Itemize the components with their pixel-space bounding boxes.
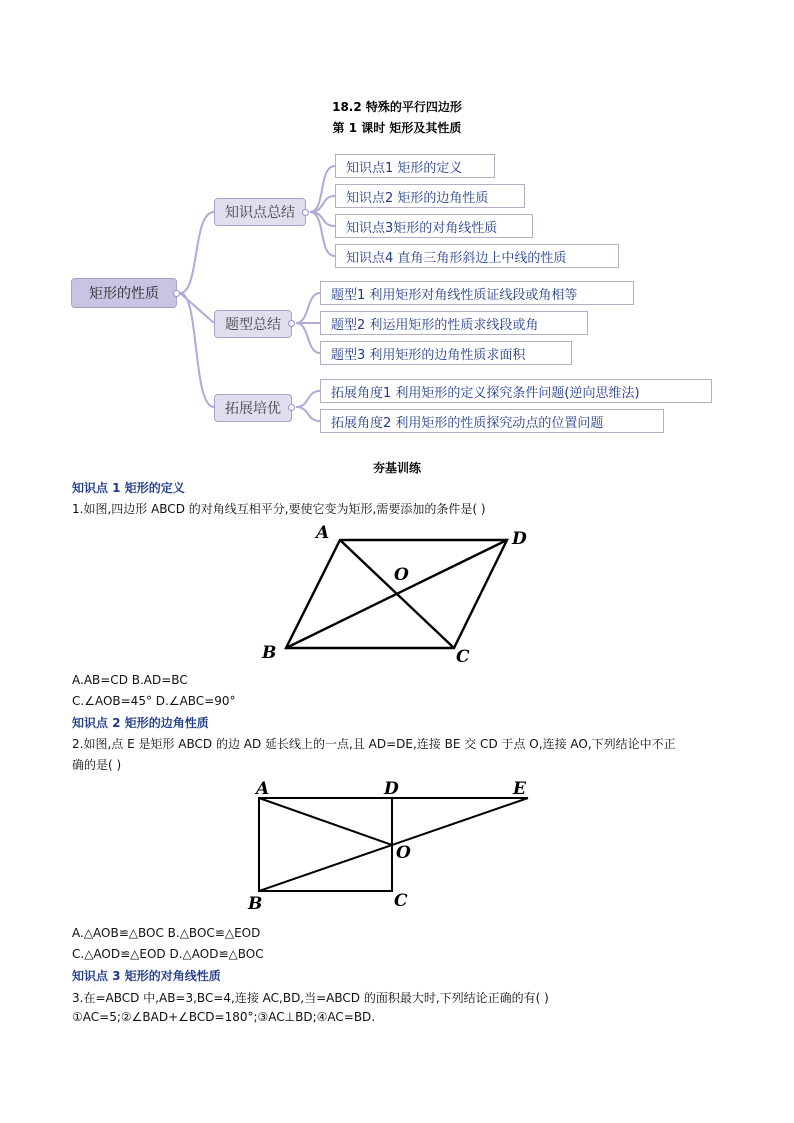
branch-extension[interactable]: 拓展培优 [214,394,292,422]
leaf-extension-1[interactable]: 拓展角度1 利用矩形的定义探究条件问题(逆向思维法) [320,379,712,403]
label-a: A [256,779,270,799]
label-o: O [394,565,409,585]
mindmap-root[interactable]: 矩形的性质 [71,278,177,308]
label-b: B [248,894,263,914]
label-b: B [262,643,277,663]
page-title: 18.2 特殊的平行四边形 [332,100,462,114]
question-2-line-1: 2.如图,点 E 是矩形 ABCD 的边 AD 延长线上的一点,且 AD=DE,连接 BE 交 CD 于点 O,连接 AO,下列结论中不正 [72,737,676,751]
options-1-row-2: C.∠AOB=45° D.∠ABC=90° [72,694,236,708]
rectangle-abcd [259,798,392,891]
question-2-line-2: 确的是( ) [72,758,122,772]
question-3: 3.在=ABCD 中,AB=3,BC=4,连接 AC,BD,当=ABCD 的面积最大时,下列结论正确的有( ) [72,991,549,1005]
leaf-type-3[interactable]: 题型3 利用矩形的边角性质求面积 [320,341,572,365]
leaf-type-1[interactable]: 题型1 利用矩形对角线性质证线段或角相等 [320,281,634,305]
label-c: C [456,647,470,667]
diagonal-bd [286,540,507,648]
label-d: D [512,529,527,549]
options-1-row-1: A.AB=CD B.AD=BC [72,673,188,687]
leaf-knowledge-3[interactable]: 知识点3矩形的对角线性质 [335,214,533,238]
collapse-icon[interactable] [173,290,180,297]
section-heading-1: 知识点 1 矩形的定义 [72,481,185,495]
options-2-row-1: A.△AOB≌△BOC B.△BOC≌△EOD [72,926,261,940]
branch-knowledge-summary[interactable]: 知识点总结 [214,198,306,226]
question-3-statements: ①AC=5;②∠BAD+∠BCD=180°;③AC⊥BD;④AC=BD. [72,1010,376,1024]
label-a: A [316,523,330,543]
leaf-extension-2[interactable]: 拓展角度2 利用矩形的性质探究动点的位置问题 [320,409,664,433]
label-o: O [396,843,411,863]
question-1: 1.如图,四边形 ABCD 的对角线互相平分,要使它变为矩形,需要添加的条件是( ) [72,502,486,516]
figure-parallelogram [250,518,550,668]
collapse-icon[interactable] [288,404,295,411]
section-heading-3: 知识点 3 矩形的对角线性质 [72,969,221,983]
practice-heading: 夯基训练 [372,461,421,475]
options-2-row-2: C.△AOD≌△EOD D.△AOD≌△BOC [72,947,264,961]
collapse-icon[interactable] [288,320,295,327]
leaf-type-2[interactable]: 题型2 利运用矩形的性质求线段或角 [320,311,588,335]
segment-ao [259,798,392,845]
page-subtitle: 第 1 课时 矩形及其性质 [332,121,462,135]
collapse-icon[interactable] [302,209,309,216]
label-c: C [394,891,408,911]
leaf-knowledge-2[interactable]: 知识点2 矩形的边角性质 [335,184,525,208]
branch-question-types[interactable]: 题型总结 [214,310,292,338]
leaf-knowledge-1[interactable]: 知识点1 矩形的定义 [335,154,495,178]
label-e: E [513,779,526,799]
leaf-knowledge-4[interactable]: 知识点4 直角三角形斜边上中线的性质 [335,244,619,268]
figure-rectangle [240,776,540,916]
label-d: D [384,779,399,799]
section-heading-2: 知识点 2 矩形的边角性质 [72,716,209,730]
